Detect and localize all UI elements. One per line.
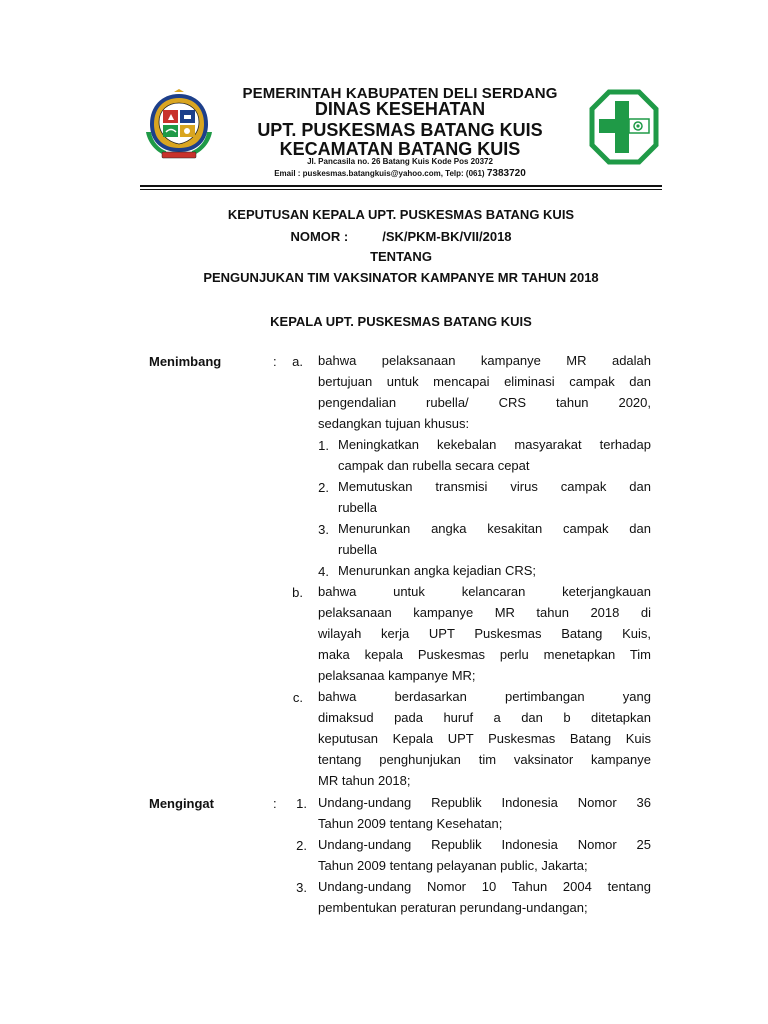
text-line: pembentukan peraturan perundang-undangan; (318, 900, 588, 915)
text-line: pelaksanaa kampanye MR; (318, 668, 476, 683)
text-line: keputusan Kepala UPT Puskesmas Batang Kuis (318, 731, 651, 746)
menimbang-a-item-2-marker: 2. (318, 480, 329, 495)
menimbang-a-marker: a. (292, 354, 303, 369)
text-line: Tahun 2009 tentang Kesehatan; (318, 816, 503, 831)
text-line: maka kepala Puskesmas perlu menetapkan Tim (318, 647, 651, 662)
decree-title: KEPUTUSAN KEPALA UPT. PUSKESMAS BATANG KUIS (227, 207, 575, 222)
government-name: PEMERINTAH KABUPATEN DELI SERDANG (242, 85, 558, 102)
menimbang-colon: : (273, 354, 277, 369)
mengingat-item-3-text (318, 876, 651, 918)
decree-subject: PENGUNJUKAN TIM VAKSINATOR KAMPANYE MR TAHUN 2018 (203, 270, 599, 285)
text-line: Undang-undang Republik Indonesia Nomor 25 (318, 837, 651, 852)
text-line: Undang-undang Republik Indonesia Nomor 36 (318, 795, 651, 810)
menimbang-b-text (318, 581, 651, 686)
text-line: sedangkan tujuan khusus: (318, 416, 470, 431)
address-line: Jl. Pancasila no. 26 Batang Kuis Kode Pos 20372 (307, 157, 493, 166)
text-line: campak dan rubella secara cepat (338, 458, 530, 473)
mengingat-item-3-marker: 3. (296, 880, 307, 895)
menimbang-b-marker: b. (292, 585, 303, 600)
text-line: bahwa berdasarkan pertimbangan yang (318, 689, 651, 704)
text-line: Undang-undang Nomor 10 Tahun 2004 tentang (318, 879, 651, 894)
nomor-label: NOMOR : (290, 229, 349, 244)
menimbang-c-text (318, 686, 651, 791)
text-line: Menurunkan angka kesakitan campak dan (338, 521, 651, 536)
letterhead-divider-thin (140, 189, 662, 190)
menimbang-a-item-4-marker: 4. (318, 564, 329, 579)
text-line: Memutuskan transmisi virus campak dan (338, 479, 651, 494)
district-name: KECAMATAN BATANG KUIS (279, 139, 521, 159)
contact-line (180, 168, 620, 179)
text-line: bahwa untuk kelancaran keterjangkauan (318, 584, 651, 599)
contact-email-text: Email : puskesmas.batangkuis@yahoo.com, Telp: (061) (274, 169, 487, 178)
menimbang-a-item-3-text (338, 518, 651, 560)
text-line: Menurunkan angka kejadian CRS; (338, 563, 537, 578)
menimbang-a-text (318, 350, 651, 434)
mengingat-colon: : (273, 796, 277, 811)
text-line: rubella (338, 542, 378, 557)
menimbang-label: Menimbang (149, 354, 222, 369)
agency-name: DINAS KESEHATAN (314, 99, 486, 119)
menimbang-c-marker: c. (292, 690, 303, 705)
mengingat-item-1-text (318, 792, 651, 834)
menimbang-a-item-3-marker: 3. (318, 522, 329, 537)
mengingat-label: Mengingat (149, 796, 214, 811)
nomor-value: /SK/PKM-BK/VII/2018 (382, 229, 512, 244)
text-line: bahwa pelaksanaan kampanye MR adalah (318, 353, 651, 368)
decree-issuer: KEPALA UPT. PUSKESMAS BATANG KUIS (270, 314, 532, 329)
contact-phone: 7383720 (486, 168, 526, 179)
menimbang-a-item-4-text (338, 560, 651, 581)
text-line: rubella (338, 500, 378, 515)
text-line: wilayah kerja UPT Puskesmas Batang Kuis, (318, 626, 651, 641)
text-line: dimaksud pada huruf a dan b ditetapkan (318, 710, 651, 725)
decree-number (140, 229, 662, 244)
text-line: tentang penghunjukan tim vaksinator kampanye (318, 752, 651, 767)
menimbang-a-item-2-text (338, 476, 651, 518)
letterhead-divider-thick (140, 185, 662, 187)
text-line: MR tahun 2018; (318, 773, 411, 788)
text-line: pelaksanaan kampanye MR tahun 2018 di (318, 605, 651, 620)
mengingat-item-1-marker: 1. (296, 796, 307, 811)
text-line: Tahun 2009 tentang pelayanan public, Jakarta; (318, 858, 588, 873)
text-line: Meningkatkan kekebalan masyarakat terhadap (338, 437, 651, 452)
puskesmas-name: UPT. PUSKESMAS BATANG KUIS (257, 120, 543, 140)
menimbang-a-item-1-text (338, 434, 651, 476)
mengingat-item-2-text (318, 834, 651, 876)
text-line: bertujuan untuk mencapai eliminasi campak dan (318, 374, 651, 389)
text-line: pengendalian rubella/ CRS tahun 2020, (318, 395, 651, 410)
tentang-heading: TENTANG (370, 249, 432, 264)
menimbang-a-item-1-marker: 1. (318, 438, 329, 453)
mengingat-item-2-marker: 2. (296, 838, 307, 853)
